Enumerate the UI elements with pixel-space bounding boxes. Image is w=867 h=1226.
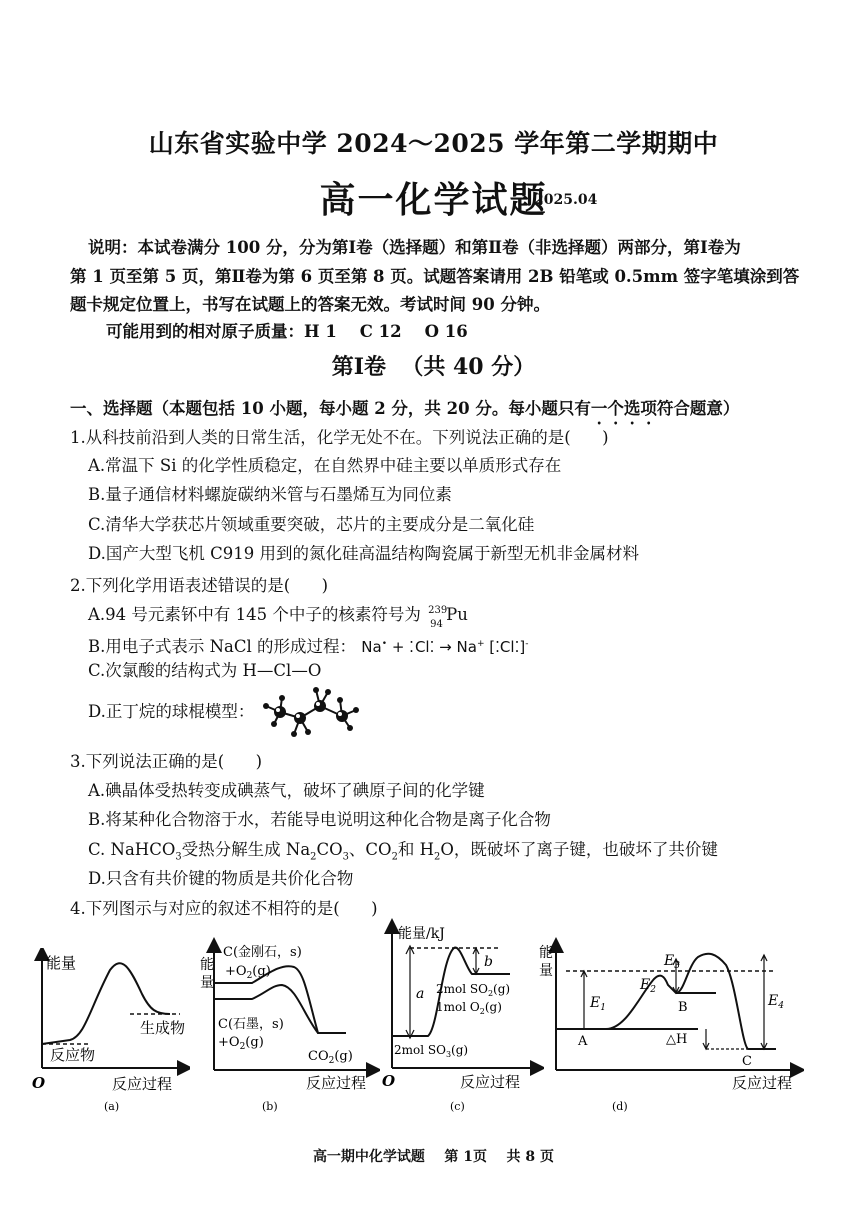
fig-a-xlabel: 反应过程 xyxy=(112,1075,173,1093)
na-atom: Na xyxy=(361,638,382,656)
fig-c-ylabel: 能量/kJ xyxy=(398,926,445,942)
fig-a-origin: O xyxy=(32,1074,46,1092)
nuclide-z: 94 xyxy=(430,619,443,630)
q3-c-part1: C. NaHCO xyxy=(88,840,176,859)
q1-option-d: D.国产大型飞机 C919 用到的氮化硅高温结构陶瓷属于新型无机非金属材料 xyxy=(88,544,639,563)
section-1-title: 第Ⅰ卷 （共 40 分） xyxy=(331,354,536,380)
fig-b-product: $CO_2(g)$ xyxy=(308,1049,353,1066)
q2-option-a-text: A.94 号元素钚中有 145 个中子的核素符号为 xyxy=(88,605,421,624)
fig-d-point-a: A xyxy=(578,1034,588,1049)
q2-option-b xyxy=(88,633,867,658)
q3-c-part6: O，既破坏了离子键，也破坏了共价键 xyxy=(440,840,718,859)
figure-b-energy-diagram xyxy=(196,935,380,1118)
q3-c-part2: 受热分解生成 Na xyxy=(181,840,311,859)
q3-c-part3: CO xyxy=(316,840,343,859)
exam-school-title: 山东省实验中学 2024～2025 学年第二学期期中 xyxy=(148,129,719,158)
part-heading-emphasis: 一个选项 xyxy=(590,399,657,418)
fig-b-mid-line1: C(石墨，s) xyxy=(218,1017,284,1032)
q3-c-sub1: 3 xyxy=(175,851,182,863)
q2-option-c: C.次氯酸的结构式为 H—Cl—O xyxy=(88,661,322,680)
fig-d-point-c: C xyxy=(742,1054,752,1069)
figure-c-energy-diagram xyxy=(380,918,544,1118)
cl-ion: Cl xyxy=(499,638,515,656)
na-ion-charge: + xyxy=(476,639,485,649)
q3-c-sub2: 2 xyxy=(310,851,317,863)
q3-c-sub5: 2 xyxy=(434,851,441,863)
q2-option-d: D.正丁烷的球棍模型： xyxy=(88,702,255,721)
part-heading xyxy=(70,398,867,428)
q2-stem: 2.下列化学用语表述错误的是( ) xyxy=(70,576,329,595)
atomic-mass-line: 可能用到的相对原子质量：H 1 C 12 O 16 xyxy=(106,322,468,341)
fig-c-label-b: b xyxy=(484,954,493,970)
fig-d-xlabel: 反应过程 xyxy=(732,1074,793,1092)
fig-d-ylabel-2: 量 xyxy=(539,963,553,979)
q3-option-a: A.碘晶体受热转变成碘蒸气，破坏了碘原子间的化学键 xyxy=(88,781,485,800)
fig-b-top-line2: $+O_2(g)$ xyxy=(225,964,271,981)
q3-c-sub4: 2 xyxy=(391,851,398,863)
instructions-line-1: 说明：本试卷满分 100 分，分为第Ⅰ卷（选择题）和第Ⅱ卷（非选择题）两部分，第Ⅰ卷为 xyxy=(88,238,741,257)
fig-a-caption: (a) xyxy=(104,1100,120,1113)
part-heading-c: 符合题意） xyxy=(656,399,740,418)
instructions-line-3: 题卡规定位置上，书写在试题上的答案无效。考试时间 90 分钟。 xyxy=(70,295,550,314)
q3-c-part5: 和 H xyxy=(397,840,435,859)
fig-d-point-b: B xyxy=(678,1000,688,1015)
subject-title-row xyxy=(0,172,867,223)
q2-option-b-text: B.用电子式表示 NaCl 的形成过程： xyxy=(88,637,357,656)
q1-option-a: A.常温下 Si 的化学性质稳定，在自然界中硅主要以单质形式存在 xyxy=(88,456,562,475)
instructions-line-2: 第 1 页至第 5 页，第Ⅱ卷为第 6 页至第 8 页。试题答案请用 2B 铅笔或 0.5mm 签字笔填涂到答 xyxy=(70,267,800,286)
subject-title: 高一化学试题 xyxy=(319,179,548,221)
nuclide-mass: 239 xyxy=(428,605,448,616)
q1-option-b: B.量子通信材料螺旋碳纳米管与石墨烯互为同位素 xyxy=(88,485,452,504)
fig-b-xlabel: 反应过程 xyxy=(306,1074,367,1092)
cl-ion-charge: - xyxy=(525,639,529,649)
q1-stem: 1.从科技前沿到人类的日常生活，化学无处不在。下列说法正确的是( ) xyxy=(70,428,609,447)
cl-atom: Cl xyxy=(414,638,430,656)
fig-b-mid-line2: $+O_2(g)$ xyxy=(218,1035,264,1052)
fig-a-product: 生成物 xyxy=(140,1019,186,1037)
fig-b-caption: (b) xyxy=(262,1100,278,1113)
fig-d-e2: $E_2$ xyxy=(640,977,656,995)
na-ion: Na xyxy=(456,638,477,656)
fig-a-reactant: 反应物 xyxy=(50,1046,96,1064)
plus-sign: + xyxy=(391,638,405,656)
nuclide-symbol xyxy=(426,604,476,630)
figure-a-energy-diagram xyxy=(30,948,190,1118)
q3-option-c xyxy=(88,839,867,868)
q3-option-b: B.将某种化合物溶于水，若能导电说明这种化合物是离子化合物 xyxy=(88,810,551,829)
nacl-electron-formula: Na• + ⁚Cl⁚ → Na+ [⁚Cl⁚]- xyxy=(361,638,529,656)
q3-c-sub3: 3 xyxy=(342,851,349,863)
fig-d-e4: $E_4$ xyxy=(768,993,784,1011)
exam-date: 2025.04 xyxy=(534,192,598,208)
nuclide-element: Pu xyxy=(446,605,468,624)
fig-d-caption: (d) xyxy=(612,1100,628,1113)
q4-stem: 4.下列图示与对应的叙述不相符的是( ) xyxy=(70,899,378,918)
fig-d-e3: $E_3$ xyxy=(664,953,680,971)
fig-d-e1: $E_1$ xyxy=(590,995,606,1013)
reaction-arrow: → xyxy=(439,638,452,656)
fig-c-reactant-2: 1mol $O_2(g)$ xyxy=(436,1000,502,1016)
fig-b-ylabel-1: 能 xyxy=(200,957,214,973)
fig-c-origin: O xyxy=(382,1072,396,1090)
fig-c-label-a: a xyxy=(416,986,425,1002)
fig-c-xlabel: 反应过程 xyxy=(460,1073,521,1091)
page-footer: 高一期中化学试题 第 1页 共 8 页 xyxy=(312,1149,555,1165)
part-heading-a: 一、选择题（本题包括 10 小题，每小题 2 分，共 20 分。每小题只有 xyxy=(70,399,591,418)
q3-option-d: D.只含有共价键的物质是共价化合物 xyxy=(88,869,354,888)
q3-stem: 3.下列说法正确的是( ) xyxy=(70,752,263,771)
fig-a-ylabel: 能量 xyxy=(46,954,77,972)
fig-c-reactant-1: 2mol $SO_2(g)$ xyxy=(436,982,511,998)
fig-d-delta-h: △H xyxy=(666,1032,688,1047)
fig-d-ylabel-1: 能 xyxy=(539,945,553,961)
fig-b-top-line1: C(金刚石，s) xyxy=(223,945,302,960)
q3-c-part4: 、CO xyxy=(348,840,392,859)
q2-option-a xyxy=(88,604,867,630)
figure-d-energy-diagram xyxy=(536,935,804,1118)
fig-b-ylabel-2: 量 xyxy=(200,975,214,991)
fig-c-product: 2mol $SO_3(g)$ xyxy=(394,1043,469,1059)
q1-option-c: C.清华大学获芯片领域重要突破，芯片的主要成分是二氧化硅 xyxy=(88,515,535,534)
butane-ball-stick-model xyxy=(258,680,368,744)
fig-c-caption: (c) xyxy=(450,1100,465,1113)
